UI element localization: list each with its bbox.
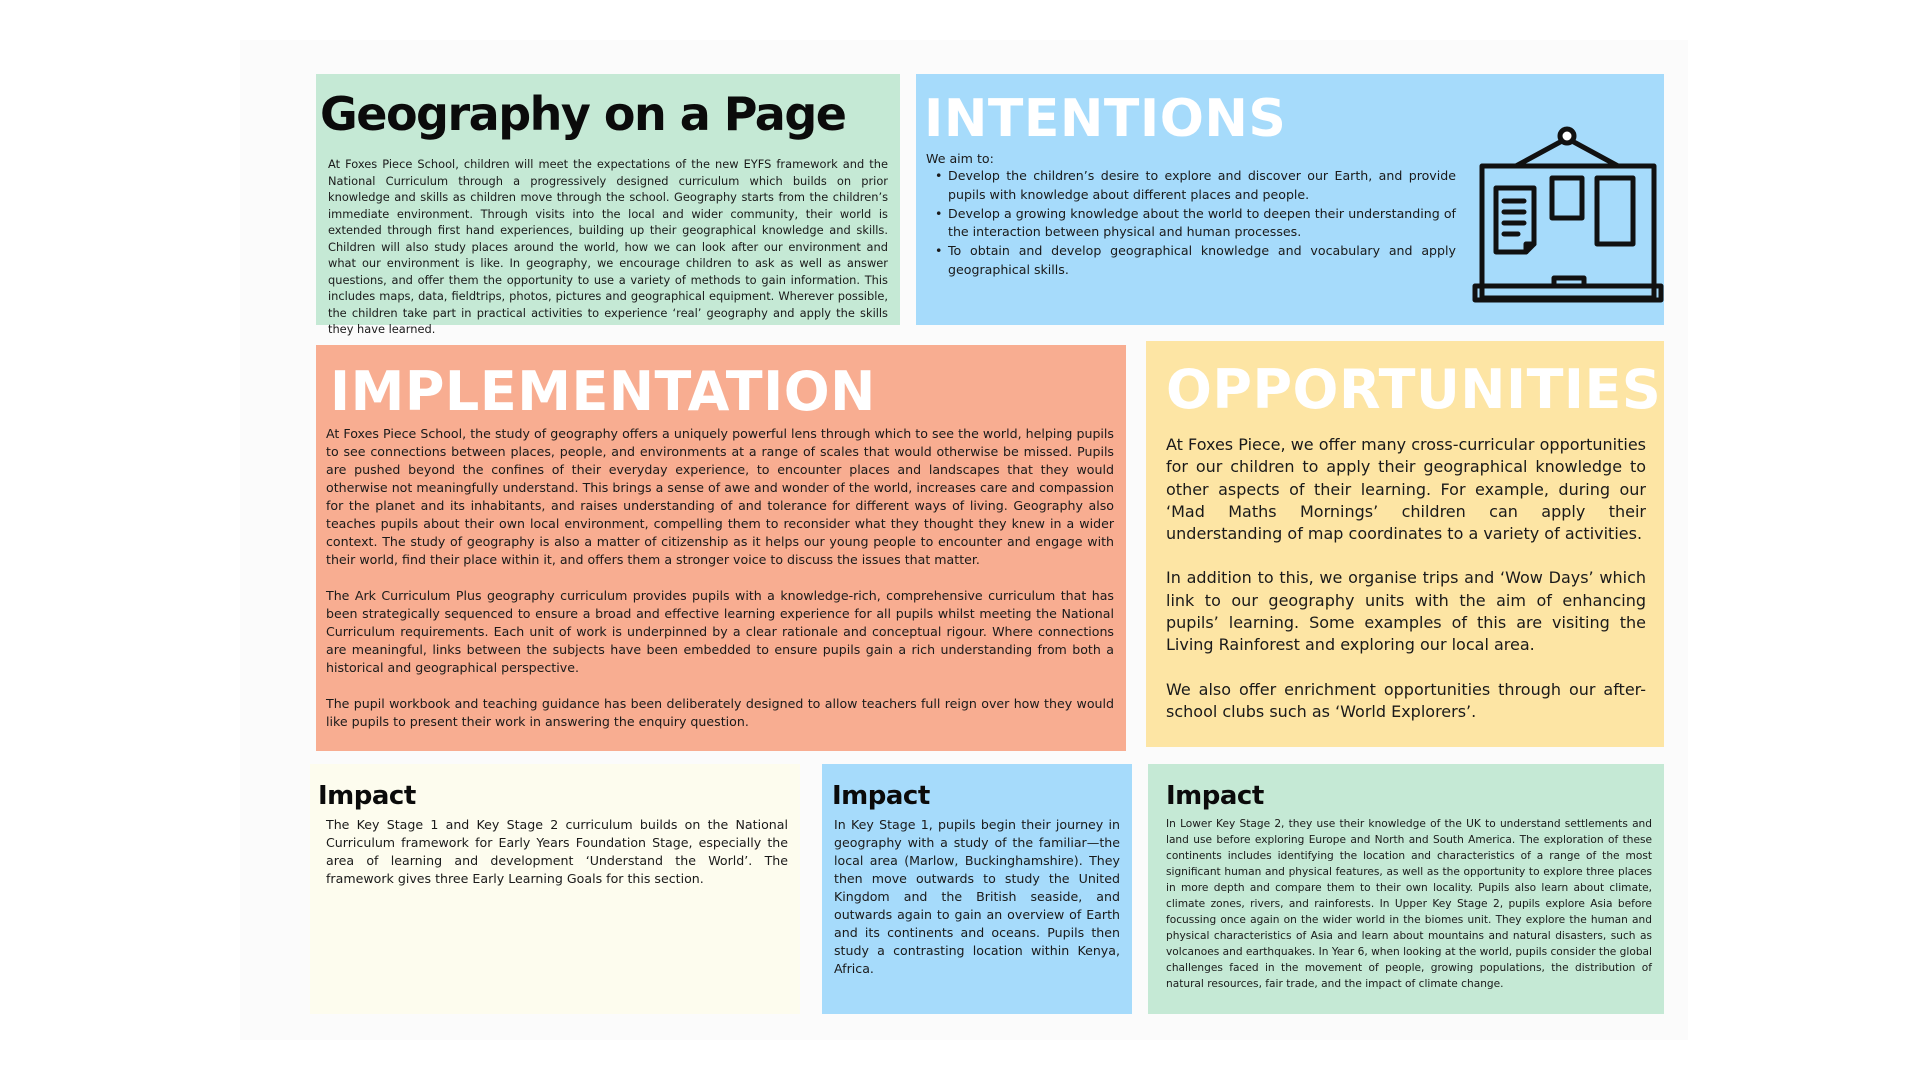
impact-text: In Lower Key Stage 2, they use their knowledge of the UK to understand settlements and land use before exploring Europe and North and South America. The exploration of these continents includes identifying the location and characteristics of a range of the most significant human and physical features, as well as the opportunity to explore three places in more depth and compare them to their own locality. Pupils also learn about climate, climate zones, rivers, and rainforests. In Upper Key Stage 2, pupils explore Asia before focussing once again on the wider world in the biomes unit. They explore the human and physical characteristics of Asia and learn about mountains and natural disasters, such as volcanoes and earthquakes. In Year 6, when looking at the world, pupils consider the global challenges faced in the movement of people, growing populations, the distribution of natural resources, fair trade, and the impact of climate change.: [1166, 818, 1652, 990]
impact-eyfs-panel: [310, 764, 800, 1014]
implementation-paragraph: At Foxes Piece School, the study of geography offers a uniquely powerful lens through which to see the world, helping pupils to see connections between places, people, and environments at a range of scales that would otherwise be missed. Pupils are pushed beyond the confines of their everyday experience, to encounter places and landscapes that they would otherwise not meaningfully understand. This brings a sense of awe and wonder of the world, increases care and compassion for the planet and its inhabitants, and raises understanding of and tolerance for different ways of living. Geography also teaches pupils about their own local environment, compelling them to reconsider what they thought they knew in a wider context. The study of geography is also a matter of citizenship as it helps our young people to encounter and engage with their world, find their place within it, and offers them a stronger voice to discuss the issues that matter.: [326, 426, 1114, 567]
intentions-heading: INTENTIONS: [924, 89, 1287, 149]
impact-text: In Key Stage 1, pupils begin their journey in geography with a study of the familiar—the local area (Marlow, Buckinghamshire). They then move outwards to study the United Kingdom and the British seaside, and outwards again to gain an overview of Earth and its continents and oceans. Pupils then study a contrasting location within Kenya, Africa.: [834, 817, 1120, 976]
implementation-panel: [316, 345, 1126, 751]
impact-heading: Impact: [832, 781, 930, 811]
opportunities-text: [1166, 434, 1646, 745]
opportunities-panel: [1146, 341, 1664, 747]
impact-text: The Key Stage 1 and Key Stage 2 curriculum builds on the National Curriculum framework for Early Years Foundation Stage, especially the area of learning and development ‘Understand the World’. The framework gives three Early Learning Goals for this section.: [326, 817, 788, 886]
implementation-paragraph: The Ark Curriculum Plus geography curriculum provides pupils with a knowledge-rich, comprehensive curriculum that has been strategically sequenced to ensure a broad and effective learning experience for all pupils whilst meeting the National Curriculum requirements. Each unit of work is underpinned by a clear rationale and conceptual rigour. Where connections are meaningful, links between the subjects have been embedded to ensure pupils gain a rich understanding from both a historical and geographical perspective.: [326, 588, 1114, 675]
impact-ks1-panel: [822, 764, 1132, 1014]
implementation-text: [326, 425, 1114, 749]
opportunities-paragraph: In addition to this, we organise trips and ‘Wow Days’ which link to our geography units with the aim of enhancing pupils’ learning. Some examples of this are visiting the Living Rainforest and exploring our local area.: [1166, 568, 1646, 655]
intentions-list-item: • Develop a growing knowledge about the world to deepen their understanding of the interaction between physical and human processes.: [948, 205, 1456, 243]
opportunities-heading: OPPORTUNITIES: [1166, 358, 1662, 421]
intentions-panel: [916, 74, 1664, 325]
intentions-list: [948, 167, 1456, 280]
implementation-paragraph: The pupil workbook and teaching guidance has been deliberately designed to allow teachers full reign over how they would like pupils to present their work in answering the enquiry question.: [326, 696, 1114, 729]
geography-overview-text: At Foxes Piece School, children will meet the expectations of the new EYFS framework and the National Curriculum through a progressively designed curriculum which builds on prior knowledge and skills as children move through the school. Geography starts from the children’s immediate environment. Through visits into the local and wider community, their world is extended through first hand experiences, building up their geographical knowledge and skills. Children will also study places around the world, how we can look after our environment and what our environment is like. In geography, we encourage children to ask as well as answer questions, and offer them the opportunity to use a variety of methods to gain information. This includes maps, data, fieldtrips, photos, pictures and geographical equipment. Wherever possible, the children take part in practical activities to experience ‘real’ geography and apply the skills they have learned.: [328, 157, 888, 336]
implementation-heading: IMPLEMENTATION: [330, 360, 876, 423]
opportunities-paragraph: At Foxes Piece, we offer many cross-curricular opportunities for our children to apply their geographical knowledge to other aspects of their learning. For example, during our ‘Mad Maths Mornings’ children can apply their understanding of map coordinates to a variety of activities.: [1166, 435, 1646, 544]
geography-overview-panel: [316, 74, 900, 336]
intentions-list-item: • Develop the children’s desire to explore and discover our Earth, and provide pupils with knowledge about different places and people.: [948, 167, 1456, 205]
impact-heading: Impact: [1166, 781, 1264, 811]
page-title: Geography on a Page: [320, 87, 846, 141]
intentions-intro: We aim to:: [926, 151, 994, 166]
impact-ks2-panel: [1148, 764, 1664, 1014]
impact-heading: Impact: [318, 781, 416, 811]
intentions-list-item: • To obtain and develop geographical knowledge and vocabulary and apply geographical skills.: [948, 242, 1456, 280]
opportunities-paragraph: We also offer enrichment opportunities through our after-school clubs such as ‘World Explorers’.: [1166, 679, 1646, 721]
noticeboard-icon: [1472, 126, 1662, 311]
